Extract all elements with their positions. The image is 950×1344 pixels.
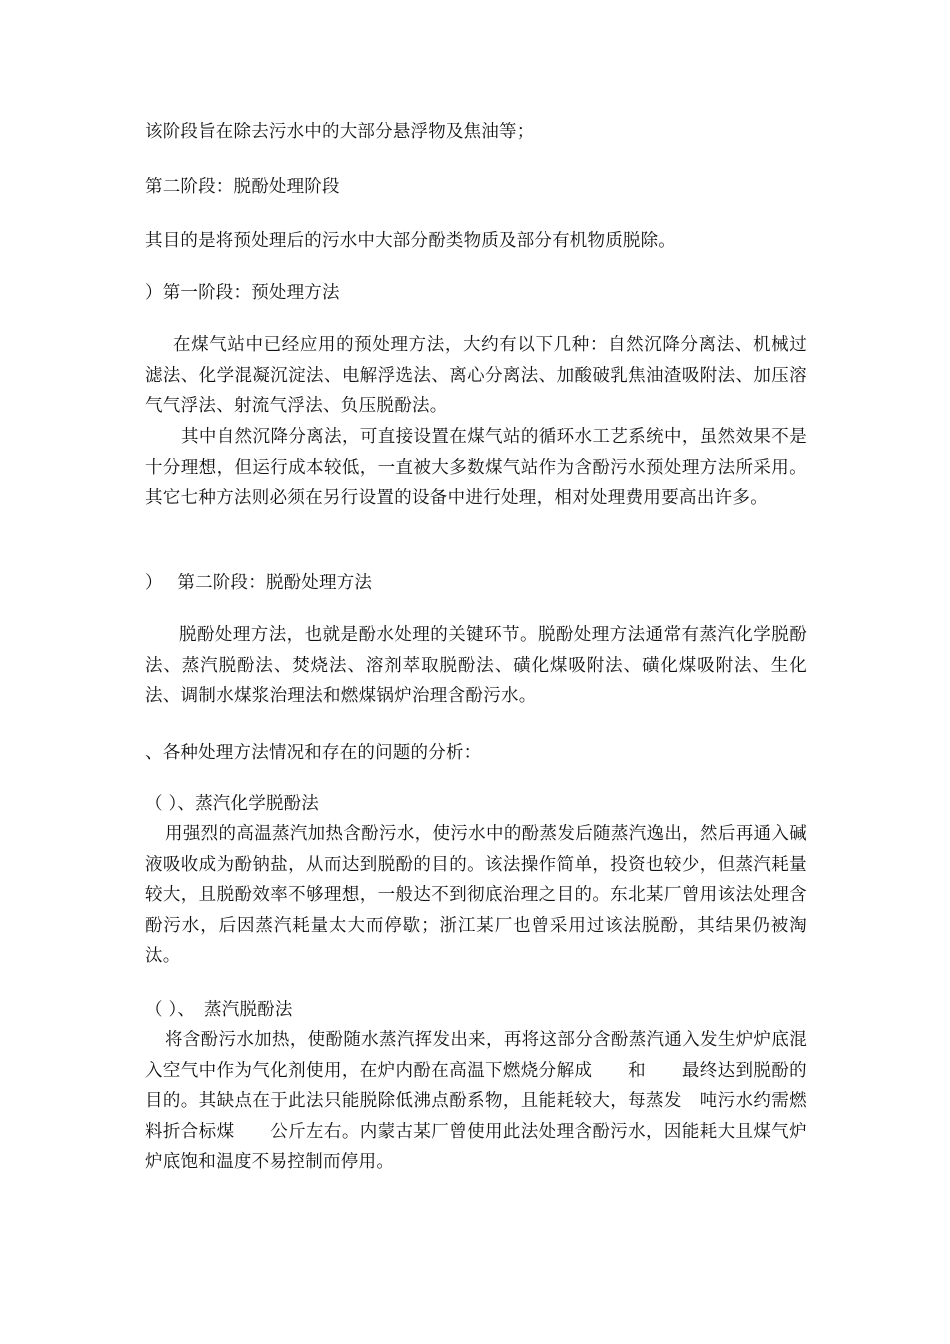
text-line: 该阶段旨在除去污水中的大部分悬浮物及焦油等； [145,122,535,142]
stage-two-heading: 第二阶段：脱酚处理阶段 [145,177,340,197]
paragraph-pretreatment-methods: 在煤气站中已经应用的预处理方法，大约有以下几种：自然沉降分离法、机械过滤法、化学混凝沉淀法、电解浮选法、离心分离法、加酸破乳焦油渣吸附法、加压溶气气浮法、射流气浮法、负压脱酚法。 [145,335,807,416]
paragraph-natural-settling: 其中自然沉降分离法，可直接设置在煤气站的循环水工艺系统中，虽然效果不是十分理想，但运行成本较低，一直被大多数煤气站作为含酚污水预处理方法所采用。其它七种方法则必须在另行设置的设备中进行处理，相对处理费用要高出许多。 [145,427,807,508]
paragraph-dephenol-methods: 脱酚处理方法，也就是酚水处理的关键环节。脱酚处理方法通常有蒸汽化学脱酚法、蒸汽脱酚法、焚烧法、溶剂萃取脱酚法、磺化煤吸附法、磺化煤吸附法、生化法、调制水煤浆治理法和燃煤锅炉治理含酚污水。 [145,625,807,706]
section-heading-pretreatment: ）第一阶段：预处理方法 [145,283,340,303]
section-heading-analysis: 、各种处理方法情况和存在的问题的分析： [145,743,482,763]
paragraph-steam-dephenol: 将含酚污水加热，使酚随水蒸汽挥发出来，再将这部分含酚蒸汽通入发生炉炉底混入空气中作为气化剂使用，在炉内酚在高温下燃烧分解成 和 最终达到脱酚的目的。其缺点在于此法只能脱除低沸点酚系物，且能耗较大，每蒸发 吨污水约需燃料折合标煤 公斤左右。内蒙古某厂曾使用此法处理含酚污水，因能耗大且煤气炉炉底饱和温度不易控制而停用。 [145,1030,807,1172]
subheading-steam-dephenol: （ ）、 蒸汽脱酚法 [145,1000,293,1020]
subheading-steam-chemical: （ ）、蒸汽化学脱酚法 [145,794,320,814]
section-heading-dephenol: ） 第二阶段：脱酚处理方法 [145,573,373,593]
text-line: 其目的是将预处理后的污水中大部分酚类物质及部分有机物质脱除。 [145,231,676,251]
paragraph-steam-chemical: 用强烈的高温蒸汽加热含酚污水，使污水中的酚蒸发后随蒸汽逸出，然后再通入碱液吸收成为酚钠盐，从而达到脱酚的目的。该法操作简单，投资也较少，但蒸汽耗量较大，且脱酚效率不够理想，一般达不到彻底治理之目的。东北某厂曾用该法处理含酚污水，后因蒸汽耗量太大而停歇；浙江某厂也曾采用过该法脱酚，其结果仍被淘汰。 [145,824,807,966]
